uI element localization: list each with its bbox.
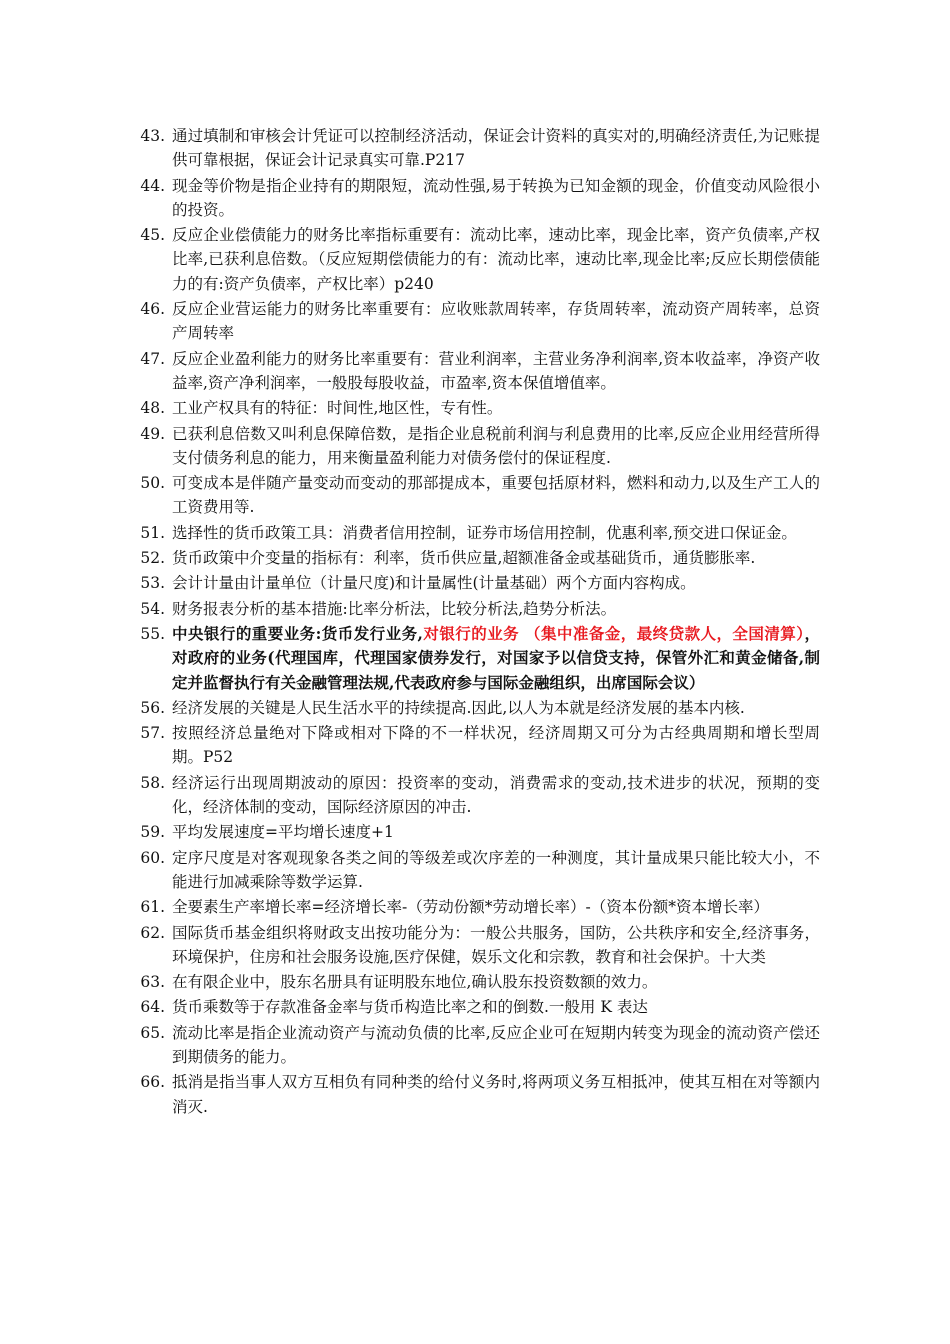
- list-item: [120, 970, 820, 994]
- item-text: 全要素生产率增长率=经济增长率-（劳动份额*劳动增长率）-（资本份额*资本增长率）: [172, 898, 769, 917]
- list-item-highlighted: [120, 622, 820, 695]
- list-item: [120, 921, 820, 970]
- item-text: 工业产权具有的特征：时间性,地区性，专有性。: [172, 399, 503, 418]
- item-text: 反应企业盈利能力的财务比率重要有：营业利润率，主营业务净利润率,资本收益率，净资产收益率,资产净利润率，一般股每股收益，市盈率,资本保值增值率。: [172, 349, 820, 392]
- item-number: 55.: [140, 624, 165, 643]
- list-item: [120, 124, 820, 173]
- list-item: [120, 1070, 820, 1119]
- item-number: 66.: [140, 1073, 165, 1092]
- item-text: 现金等价物是指企业持有的期限短，流动性强,易于转换为已知金额的现金，价值变动风险很小的投资。: [172, 176, 820, 219]
- item-text-highlight: 对银行的业务 （集中准备金，最终贷款人，全国清算）: [422, 623, 805, 643]
- item-text: 货币政策中介变量的指标有：利率，货币供应量,超额准备金或基础货币，通货膨胀率.: [172, 549, 756, 568]
- item-text: 经济运行出现周期波动的原因：投资率的变动，消费需求的变动,技术进步的状况，预期的变化，经济体制的变动，国际经济原因的冲击.: [172, 773, 820, 817]
- item-text: 货币乘数等于存款准备金率与货币构造比率之和的倒数.一般用 K 表达: [172, 998, 648, 1017]
- list-item: [120, 297, 820, 346]
- list-item: [120, 820, 820, 844]
- item-number: 61.: [140, 898, 165, 917]
- item-number: 65.: [140, 1023, 165, 1042]
- item-number: 45.: [140, 226, 165, 245]
- item-number: 43.: [140, 127, 165, 145]
- item-number: 51.: [140, 523, 165, 542]
- item-number: 46.: [140, 300, 165, 319]
- list-item: [120, 347, 820, 396]
- item-text: 会计计量由计量单位（计量尺度)和计量属性(计量基础）两个方面内容构成。: [172, 574, 696, 593]
- item-text: 通过填制和审核会计凭证可以控制经济活动，保证会计资料的真实对的,明确经济责任,为记账提供可靠根据，保证会计记录真实可靠.P217: [172, 127, 820, 170]
- list-item: [120, 721, 820, 770]
- numbered-list: [120, 124, 820, 1120]
- list-item: [120, 174, 820, 223]
- list-item: [120, 223, 820, 296]
- list-item: [120, 471, 820, 520]
- item-number: 64.: [140, 998, 165, 1017]
- item-text: 定序尺度是对客观现象各类之间的等级差或次序差的一种测度，其计量成果只能比较大小，不能进行加减乘除等数学运算.: [172, 848, 820, 891]
- list-item: [120, 571, 820, 595]
- item-number: 54.: [140, 599, 165, 618]
- item-number: 57.: [140, 724, 165, 743]
- item-text: 经济发展的关键是人民生活水平的持续提高.因此,以人为本就是经济发展的基本内核.: [172, 698, 745, 717]
- item-number: 49.: [140, 424, 165, 443]
- list-item: [120, 521, 820, 545]
- item-number: 58.: [140, 773, 165, 792]
- list-item: [120, 995, 820, 1019]
- item-number: 48.: [140, 399, 165, 418]
- item-number: 44.: [140, 176, 165, 195]
- item-number: 47.: [140, 349, 165, 368]
- item-text: 在有限企业中，股东名册具有证明股东地位,确认股东投资数额的效力。: [172, 973, 658, 992]
- item-number: 63.: [140, 973, 165, 992]
- item-text: 已获利息倍数又叫利息保障倍数，是指企业息税前利润与利息费用的比率,反应企业用经营所得支付债务利息的能力，用来衡量盈利能力对债务偿付的保证程度.: [172, 424, 820, 467]
- list-item: [120, 696, 820, 720]
- item-number: 60.: [140, 848, 165, 867]
- item-text: 平均发展速度=平均增长速度+1: [172, 823, 394, 842]
- item-text: [172, 622, 820, 695]
- item-text: 反应企业营运能力的财务比率重要有：应收账款周转率，存货周转率，流动资产周转率，总资产周转率: [172, 300, 820, 343]
- list-item: [120, 895, 820, 919]
- item-text: 选择性的货币政策工具：消费者信用控制，证券市场信用控制，优惠利率,预交进口保证金。: [172, 523, 797, 542]
- item-number: 53.: [140, 574, 165, 593]
- list-item: [120, 422, 820, 471]
- list-item: [120, 771, 820, 820]
- list-item: [120, 597, 820, 621]
- item-text: 按照经济总量绝对下降或相对下降的不一样状况，经济周期又可分为古经典周期和增长型周期。P52: [172, 724, 820, 767]
- item-text: 可变成本是伴随产量变动而变动的那部提成本，重要包括原材料，燃料和动力,以及生产工人的工资费用等.: [172, 474, 820, 517]
- item-text: 抵消是指当事人双方互相负有同种类的给付义务时,将两项义务互相抵冲，使其互相在对等额内消灭.: [172, 1073, 820, 1116]
- item-text: 财务报表分析的基本措施:比率分析法，比较分析法,趋势分析法。: [172, 599, 617, 618]
- item-number: 52.: [140, 549, 165, 568]
- item-text-part: 中央银行的重要业务:货币发行业务,: [172, 623, 423, 643]
- list-item: [120, 846, 820, 895]
- item-text: 国际货币基金组织将财政支出按功能分为：一般公共服务，国防，公共秩序和安全,经济事务，环境保护，住房和社会服务设施,医疗保健，娱乐文化和宗教，教育和社会保护。十大类: [172, 923, 820, 966]
- item-text: 反应企业偿债能力的财务比率指标重要有：流动比率，速动比率，现金比率，资产负债率,产权比率,已获利息倍数。（反应短期偿债能力的有：流动比率，速动比率,现金比率;反应长期偿债能力的有:资产负债率，产权比率）p240: [172, 226, 820, 293]
- item-number: 59.: [140, 823, 165, 842]
- item-text-part: ， 对政府的业务(代理国库，代理国家债券发行，对国家予以信贷支持，保管外汇和黄金储备,制定并监督执行有关金融管理法规,代表政府参与国际金融组织，出席国际会议）: [172, 623, 820, 692]
- item-number: 56.: [140, 698, 165, 717]
- list-item: [120, 1021, 820, 1070]
- item-number: 62.: [140, 923, 165, 942]
- item-number: 50.: [140, 474, 165, 493]
- item-text: 流动比率是指企业流动资产与流动负债的比率,反应企业可在短期内转变为现金的流动资产偿还到期债务的能力。: [172, 1023, 820, 1066]
- list-item: [120, 396, 820, 420]
- list-item: [120, 546, 820, 570]
